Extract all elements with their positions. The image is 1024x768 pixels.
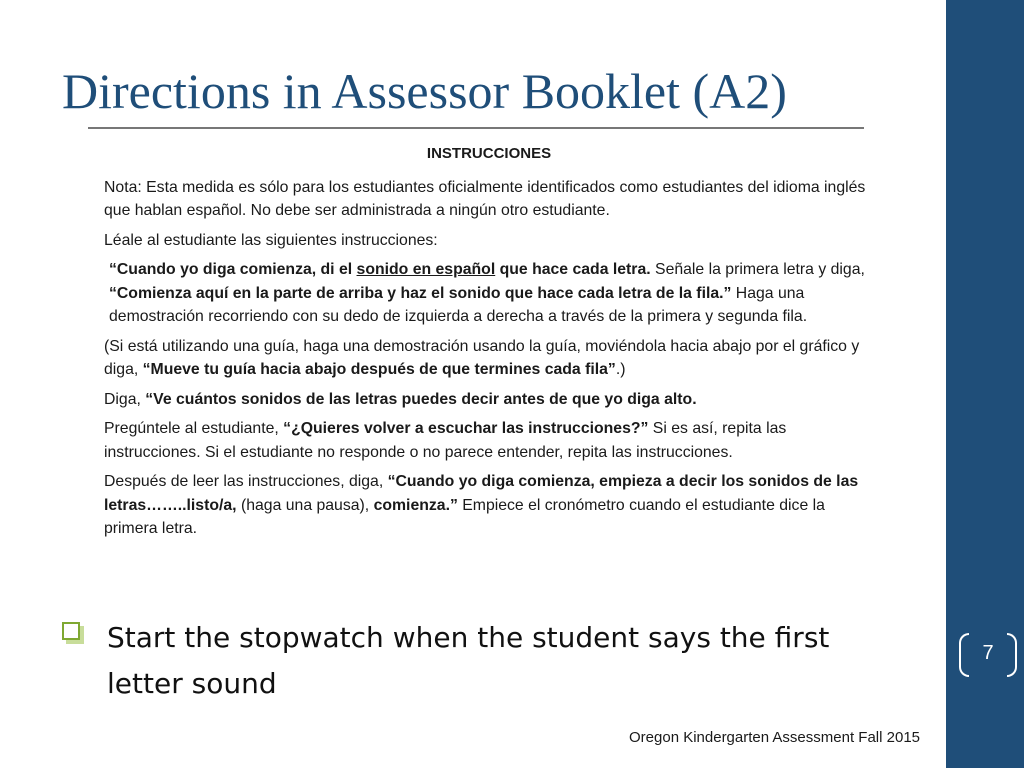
prompt-bold-text: “Cuando yo diga comienza, di el <box>109 261 357 278</box>
after-bold-text: comienza.” <box>373 496 458 514</box>
read-instructions-paragraph: Léale al estudiante las siguientes instrucciones: <box>104 231 438 249</box>
say-paragraph <box>104 388 874 412</box>
title-underline <box>88 127 864 129</box>
prompt-bold-text: que hace cada letra. <box>495 261 651 278</box>
ask-plain-text: Si es así, repita las instrucciones. Si el estudiante no responde o no parece entender, repita las instrucciones. <box>104 420 787 461</box>
ask-paragraph <box>104 417 874 464</box>
say-bold-text: “Ve cuántos sonidos de las letras puedes decir antes de que yo diga alto. <box>145 390 697 408</box>
after-plain-text: (haga una pausa), <box>236 496 374 514</box>
after-plain-text: Empiece el cronómetro cuando el estudiante dice la primera letra. <box>104 496 825 537</box>
first-prompt-paragraph <box>104 258 874 329</box>
slide-number: 7 <box>982 642 994 664</box>
after-plain-text: Después de leer las instrucciones, diga, <box>104 473 388 490</box>
guide-plain-text: (Si está utilizando una guía, haga una demostración usando la guía, moviéndola hacia abajo por el gráfico y diga, <box>104 337 860 378</box>
guide-bold-text: “Mueve tu guía hacia abajo después de que termines cada fila” <box>142 361 616 378</box>
instructions-heading: INSTRUCCIONES <box>426 145 552 162</box>
prompt-bold-text: “Comienza aquí en la parte de arriba y haz el sonido que hace cada letra de la fila.” <box>109 284 732 302</box>
after-reading-paragraph <box>104 470 874 541</box>
slide-number-badge <box>959 633 1017 677</box>
guide-plain-text: .) <box>615 361 626 378</box>
say-plain-text: Diga, <box>104 390 146 408</box>
prompt-plain-text: Haga una demostración recorriendo con su dedo de izquierda a derecha a través de la primera y segunda fila. <box>109 284 808 325</box>
prompt-plain-text: Señale la primera letra y diga, <box>650 261 865 278</box>
bullet-text: Start the stopwatch when the student says the first letter sound <box>107 621 830 700</box>
footer-text: Oregon Kindergarten Assessment Fall 2015 <box>629 729 920 746</box>
note-paragraph: Nota: Esta medida es sólo para los estudiantes oficialmente identificados como estudiantes del idioma inglés que hablan español. No debe ser administrada a ningún otro estudiante. <box>104 178 866 219</box>
ask-plain-text: Pregúntele al estudiante, <box>104 420 284 437</box>
after-bold-text: “Cuando yo diga comienza, empieza a decir los sonidos de las letras……..listo/a, <box>104 473 859 514</box>
checkbox-bullet-icon <box>62 622 80 640</box>
instructions-image <box>104 142 874 547</box>
prompt-underlined-text: sonido en español <box>356 261 496 278</box>
slide-title: Directions in Assessor Booklet (A2) <box>62 63 787 119</box>
ask-bold-text: “¿Quieres volver a escuchar las instrucciones?” <box>283 420 649 437</box>
guide-paragraph <box>104 335 874 382</box>
